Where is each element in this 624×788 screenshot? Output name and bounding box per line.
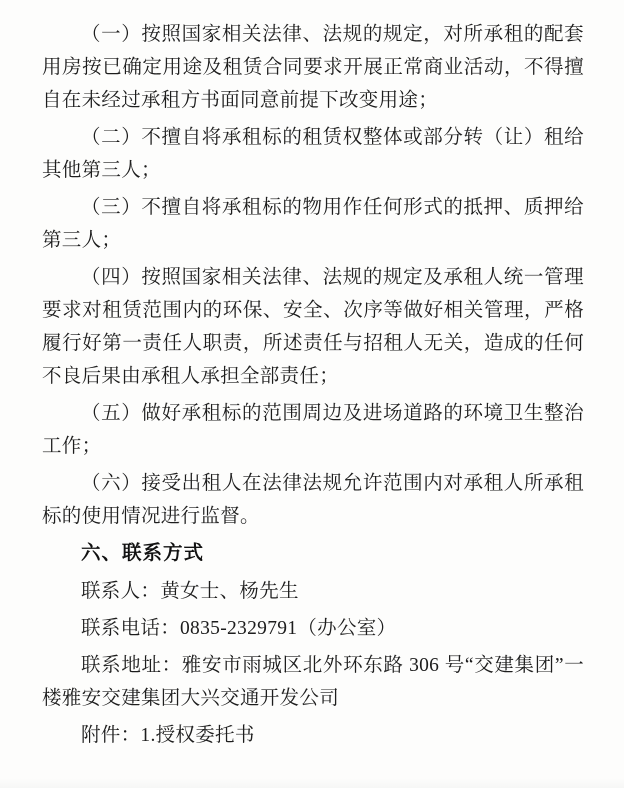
clause-6: （六）接受出租人在法律法规允许范围内对承租人所承租标的使用情况进行监督。: [42, 473, 584, 527]
contact-person-line: 联系人：黄女士、杨先生: [81, 581, 299, 602]
attachment-line: 附件：1.授权委托书: [81, 725, 255, 746]
clause-1: （一）按照国家相关法律、法规的规定，对所承租的配套用房按已确定用途及租赁合同要求开展正常商业活动，不得擅自在未经过承租方书面同意前提下改变用途；: [42, 24, 584, 111]
clause-3: （三）不擅自将承租标的物用作任何形式的抵押、质押给第三人；: [42, 197, 584, 251]
contact-address-line: 联系地址：雅安市雨城区北外环东路 306 号“交建集团”一楼雅安交建集团大兴交通开发公司: [42, 655, 584, 709]
document-content: [42, 18, 584, 756]
clause-2: （二）不擅自将承租标的租赁权整体或部分转（让）租给其他第三人；: [42, 127, 584, 181]
clause-5: （五）做好承租标的范围周边及进场道路的环境卫生整治工作；: [42, 403, 584, 457]
contact-phone-line: 联系电话：0835-2329791（办公室）: [81, 618, 397, 639]
section-heading-contact: 六、联系方式: [81, 543, 205, 564]
clause-4: （四）按照国家相关法律、法规的规定及承租人统一管理要求对租赁范围内的环保、安全、次序等做好相关管理，严格履行好第一责任人职责，所述责任与招租人无关，造成的任何不良后果由承租人承担全部责任；: [42, 267, 584, 387]
